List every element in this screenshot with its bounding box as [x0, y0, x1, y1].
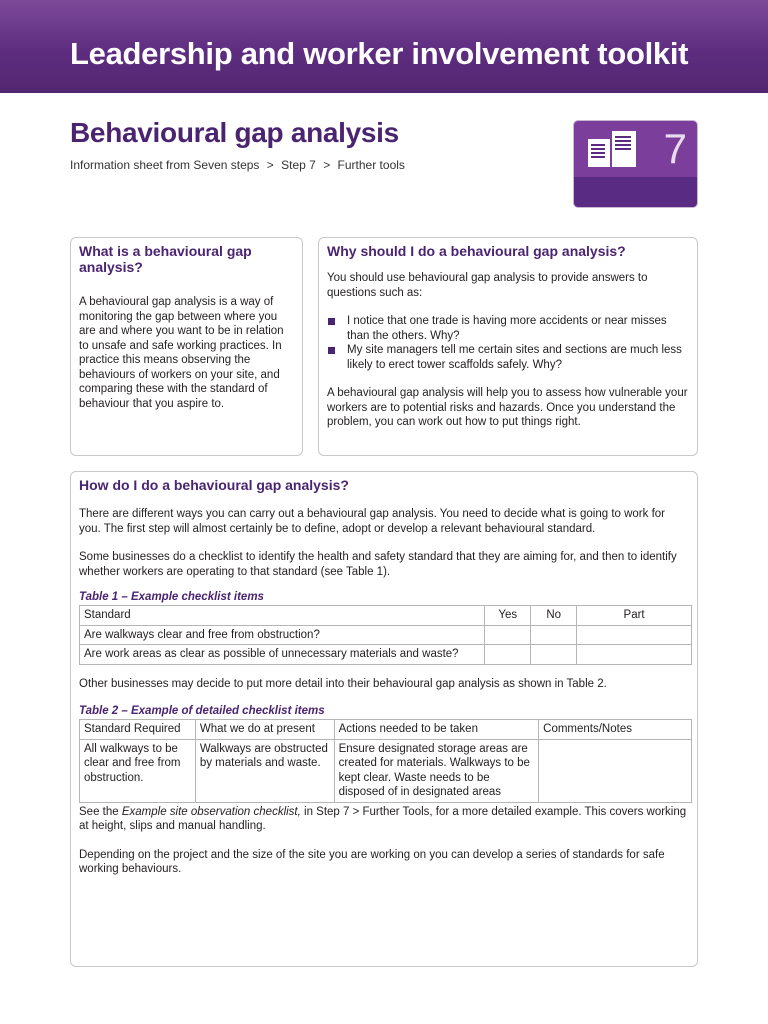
table-cell: All walkways to be clear and free from obstruction.: [80, 739, 196, 802]
how-paragraph-2: Some businesses do a checklist to identify the health and safety standard that they are aiming for, and then to identify whether workers are operating to that standard (see Table 1).: [79, 551, 677, 578]
how-paragraph-1: There are different ways you can carry out a behavioural gap analysis. You need to decide what is going to work for you. The first step will almost certainly be to define, adopt or develop a relevant behavioural standard.: [79, 508, 666, 535]
text-run: See the: [79, 805, 122, 818]
breadcrumb-separator: >: [323, 158, 331, 172]
table-cell: [531, 625, 577, 645]
table1-caption: Table 1 – Example checklist items: [79, 591, 264, 603]
table-cell: [485, 625, 531, 645]
table2: [79, 719, 692, 803]
table-cell: [531, 645, 577, 665]
table-header-row: [80, 720, 692, 740]
table-row: [80, 625, 692, 645]
table-header-cell: Comments/Notes: [539, 720, 692, 740]
table-cell: Walkways are obstructed by materials and waste.: [195, 739, 334, 802]
table-header-cell: Part: [577, 606, 692, 626]
table-header-row: [80, 606, 692, 626]
how-paragraph-3: Other businesses may decide to put more detail into their behavioural gap analysis as shown in Table 2.: [79, 677, 607, 690]
table2-caption: Table 2 – Example of detailed checklist items: [79, 705, 325, 717]
table-header-cell: What we do at present: [195, 720, 334, 740]
table-cell: Ensure designated storage areas are created for materials. Walkways to be kept clear. Waste needs to be disposed of in designated areas: [334, 739, 539, 802]
bullet-item: I notice that one trade is having more accidents or near misses than the others. Why?: [327, 314, 689, 343]
toolkit-title: Leadership and worker involvement toolkit: [70, 36, 689, 71]
document-icon: [586, 129, 642, 169]
page-title: Behavioural gap analysis: [70, 117, 399, 148]
checklist-reference: Example site observation checklist,: [121, 805, 301, 818]
breadcrumb-item: Step 7: [281, 158, 316, 172]
table-cell: Are walkways clear and free from obstruction?: [80, 625, 485, 645]
table-row: [80, 645, 692, 665]
table-row: [80, 739, 692, 802]
header-banner: [0, 0, 768, 93]
step-badge: [573, 120, 698, 208]
text-run: in Step 7 > Further Tools, for a more detailed example. This covers working at height, slips and manual handling.: [79, 805, 687, 832]
table-cell: [539, 739, 692, 802]
table-header-cell: Yes: [485, 606, 531, 626]
table-cell: [577, 645, 692, 665]
why-intro: You should use behavioural gap analysis to provide answers to questions such as:: [327, 272, 648, 299]
breadcrumb-item: Information sheet from Seven steps: [70, 158, 260, 172]
breadcrumb-item: Further tools: [337, 158, 405, 172]
why-outro: A behavioural gap analysis will help you to assess how vulnerable your workers are to potential risks and hazards. Once you understand the problem, you can work out how to put things right.: [327, 387, 688, 428]
table-header-cell: Actions needed to be taken: [334, 720, 539, 740]
what-is-box: [70, 237, 303, 456]
what-is-heading: What is a behavioural gap analysis?: [79, 243, 252, 275]
table-header-cell: Standard: [80, 606, 485, 626]
bullet-item: My site managers tell me certain sites and sections are much less likely to erect tower scaffolds safely. Why?: [327, 343, 689, 372]
breadcrumb: [70, 158, 409, 172]
table-header-cell: Standard Required: [80, 720, 196, 740]
table-header-cell: No: [531, 606, 577, 626]
how-paragraph-4: [79, 805, 689, 834]
breadcrumb-separator: >: [266, 158, 274, 172]
how-box: [70, 471, 698, 967]
how-paragraph-5: Depending on the project and the size of the site you are working on you can develop a series of standards for safe working behaviours.: [79, 848, 665, 875]
table-cell: Are work areas as clear as possible of unnecessary materials and waste?: [80, 645, 485, 665]
step-number: 7: [663, 125, 687, 172]
step-badge-bottom: [574, 177, 697, 208]
why-heading: Why should I do a behavioural gap analysis?: [327, 243, 626, 259]
why-box: [318, 237, 698, 456]
table-cell: [577, 625, 692, 645]
what-is-body: A behavioural gap analysis is a way of monitoring the gap between where you are and where you want to be in relation to unsafe and safe working practices. In practice this means observing the behaviours of workers on your site, and comparing these with the standard of behaviour that you aspire to.: [79, 296, 284, 410]
how-heading: How do I do a behavioural gap analysis?: [79, 477, 349, 493]
table1: [79, 605, 692, 665]
table-cell: [485, 645, 531, 665]
why-bullet-list: [327, 314, 689, 372]
